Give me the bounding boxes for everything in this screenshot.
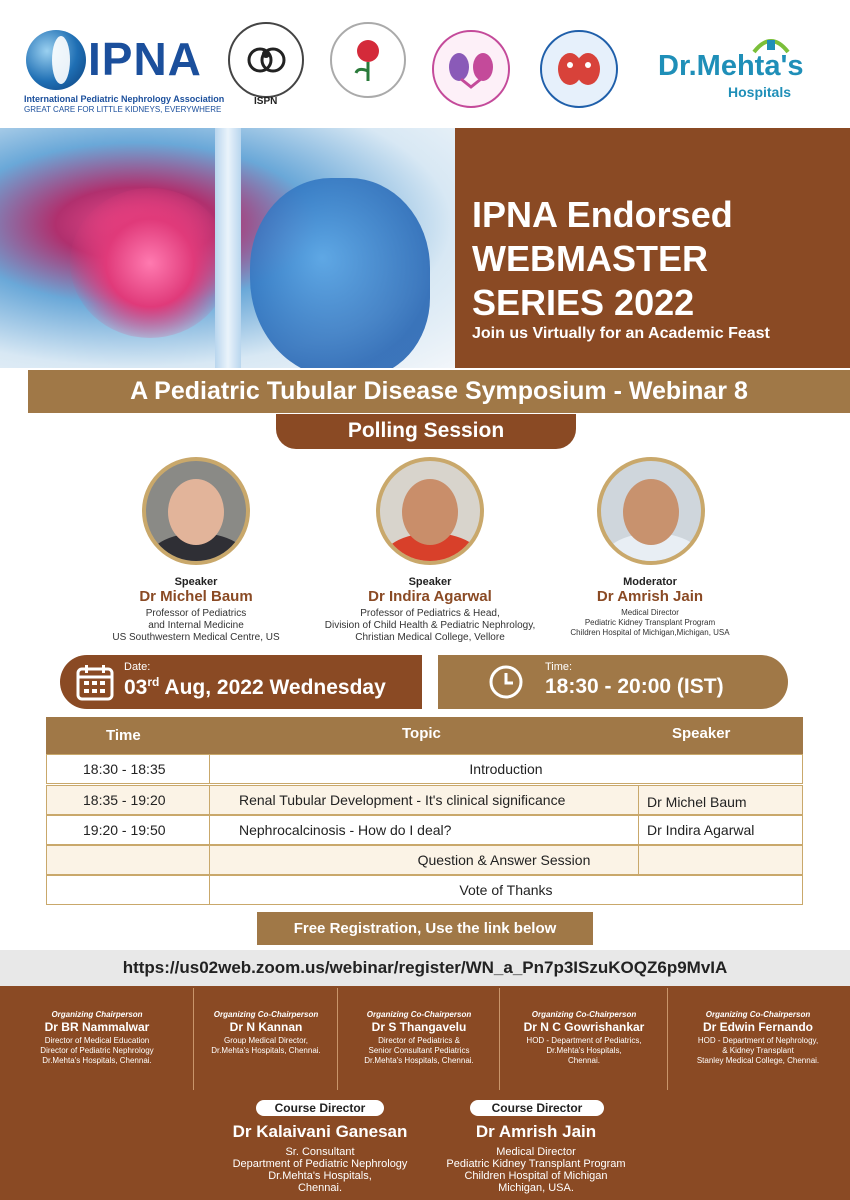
speaker-2-name: Dr Indira Agarwal bbox=[368, 588, 492, 605]
header-time: Time bbox=[106, 727, 141, 744]
women-in-nephrology-icon bbox=[432, 30, 510, 108]
moderator bbox=[550, 576, 750, 638]
session-badge: Polling Session bbox=[276, 414, 576, 449]
calendar-icon bbox=[76, 663, 114, 706]
ipna-tagline: GREAT CARE FOR LITTLE KIDNEYS, EVERYWHERE bbox=[24, 105, 222, 114]
header-topic: Topic bbox=[402, 725, 441, 742]
moderator-role: Moderator bbox=[623, 576, 677, 588]
organizer-2: Organizing Co-Chairperson Dr N Kannan Group Medical Director, Dr.Mehta's Hospitals, Chennai. bbox=[211, 1010, 321, 1055]
row-time: 18:30 - 18:35 bbox=[83, 761, 166, 777]
course-director-1-name: Dr Kalaivani Ganesan bbox=[232, 1122, 408, 1141]
hero-title bbox=[472, 193, 842, 325]
time-value: 18:30 - 20:00 (IST) bbox=[545, 675, 724, 698]
table-row bbox=[46, 875, 803, 905]
organizer-1: Organizing Chairperson Dr BR Nammalwar Director of Medical Education Director of Pediatric Nephrology Dr.Mehta's Hospitals, Chennai. bbox=[40, 1010, 154, 1065]
ipna-logo-text: IPNA bbox=[88, 33, 202, 85]
ispn-label: ISPN bbox=[254, 96, 278, 107]
time-box bbox=[438, 655, 788, 709]
hero-title-line2: WEBMASTER bbox=[472, 238, 708, 279]
hero-title-line3: SERIES 2022 bbox=[472, 282, 695, 323]
course-director-2-label: Course Director bbox=[470, 1100, 604, 1116]
row-topic: Nephrocalcinosis - How do I deal? bbox=[239, 822, 452, 838]
date-value: 03rd Aug, 2022 Wednesday bbox=[124, 675, 386, 699]
speaker-photo-2 bbox=[376, 457, 484, 565]
symposium-banner bbox=[28, 368, 850, 413]
speaker-photo-1-head bbox=[168, 479, 224, 545]
speaker-1-name: Dr Michel Baum bbox=[139, 588, 253, 605]
course-director-2-desc: Medical Director Pediatric Kidney Transplant Program Children Hospital of Michigan Michigan, USA. bbox=[446, 1146, 626, 1194]
speaker-2-role: Speaker bbox=[408, 576, 452, 588]
ureter-shape bbox=[215, 128, 241, 368]
ipna-full-name: International Pediatric Nephrology Association bbox=[24, 94, 225, 104]
speaker-1-desc: Professor of Pediatrics and Internal Medicine US Southwestern Medical Centre, US bbox=[112, 608, 280, 643]
mehta-logo-text: Dr.Mehta's bbox=[658, 50, 804, 82]
organizer-5: Organizing Co-Chairperson Dr Edwin Fernando HOD - Department of Nephrology, & Kidney Transplant Stanley Medical College, Chennai. bbox=[696, 1010, 820, 1065]
moderator-photo-head bbox=[623, 479, 679, 545]
hospital-cross-icon bbox=[750, 34, 792, 59]
row-topic: Vote of Thanks bbox=[459, 882, 553, 898]
hero-title-line1: IPNA Endorsed bbox=[472, 194, 733, 235]
row-speaker: Dr Michel Baum bbox=[647, 794, 747, 810]
moderator-photo bbox=[597, 457, 705, 565]
kidney-kids-icon bbox=[540, 30, 618, 108]
speaker-1 bbox=[96, 576, 296, 644]
table-row bbox=[46, 815, 803, 845]
row-topic: Introduction bbox=[469, 761, 543, 777]
speaker-photo-2-head bbox=[402, 479, 458, 545]
mehta-logo-sub: Hospitals bbox=[728, 84, 792, 100]
row-topic: Renal Tubular Development - It's clinical significance bbox=[239, 792, 566, 808]
row-speaker: Dr Indira Agarwal bbox=[647, 822, 755, 838]
course-director-1-label: Course Director bbox=[256, 1100, 384, 1116]
moderator-name: Dr Amrish Jain bbox=[596, 588, 704, 605]
row-time: 18:35 - 19:20 bbox=[83, 792, 166, 808]
table-row bbox=[46, 785, 803, 815]
row-topic: Question & Answer Session bbox=[417, 852, 591, 868]
row-time: 19:20 - 19:50 bbox=[83, 822, 166, 838]
schedule-header bbox=[46, 717, 803, 754]
symposium-title: A Pediatric Tubular Disease Symposium - Webinar 8 bbox=[130, 377, 748, 405]
course-director-2-name: Dr Amrish Jain bbox=[475, 1122, 597, 1141]
registration-link[interactable]: https://us02web.zoom.us/webinar/register/WN_a_Pn7p3ISzuKOQZ6p9MvIA bbox=[122, 958, 728, 977]
table-row bbox=[46, 845, 803, 875]
kidney-illustration bbox=[0, 128, 455, 368]
date-label: Date: bbox=[124, 661, 151, 673]
kidney-shape bbox=[250, 178, 430, 368]
speaker-photo-1 bbox=[142, 457, 250, 565]
organizer-3: Organizing Co-Chairperson Dr S Thangavelu Director of Pediatrics & Senior Consultant Pediatrics Dr.Mehta's Hospitals, Chennai. bbox=[364, 1010, 474, 1065]
kidney-glow bbox=[70, 188, 230, 338]
iap-seal-icon bbox=[330, 22, 406, 98]
time-label: Time: bbox=[545, 661, 573, 673]
moderator-desc: Medical Director Pediatric Kidney Transplant Program Children Hospital of Michigan,Michigan, USA bbox=[570, 608, 730, 637]
ispn-seal-icon bbox=[228, 22, 304, 98]
speaker-2 bbox=[310, 576, 550, 644]
course-director-1-desc: Sr. Consultant Department of Pediatric Nephrology Dr.Mehta's Hospitals, Chennai. bbox=[232, 1146, 408, 1194]
date-box bbox=[60, 655, 422, 709]
speaker-1-role: Speaker bbox=[174, 576, 218, 588]
header-speaker: Speaker bbox=[672, 725, 731, 742]
organizer-4: Organizing Co-Chairperson Dr N C Gowrishankar HOD - Department of Pediatrics, Dr.Mehta's Hospitals, Chennai. bbox=[523, 1010, 645, 1065]
registration-label: Free Registration, Use the link below bbox=[257, 912, 593, 945]
table-row bbox=[46, 754, 803, 784]
clock-icon bbox=[488, 664, 524, 705]
hero-subtitle: Join us Virtually for an Academic Feast bbox=[472, 325, 770, 342]
speaker-2-desc: Professor of Pediatrics & Head, Division of Child Health & Pediatric Nephrology, Christian Medical College, Vellore bbox=[324, 608, 536, 643]
registration-link-bar bbox=[0, 950, 850, 986]
ipna-globe-icon bbox=[26, 30, 86, 90]
